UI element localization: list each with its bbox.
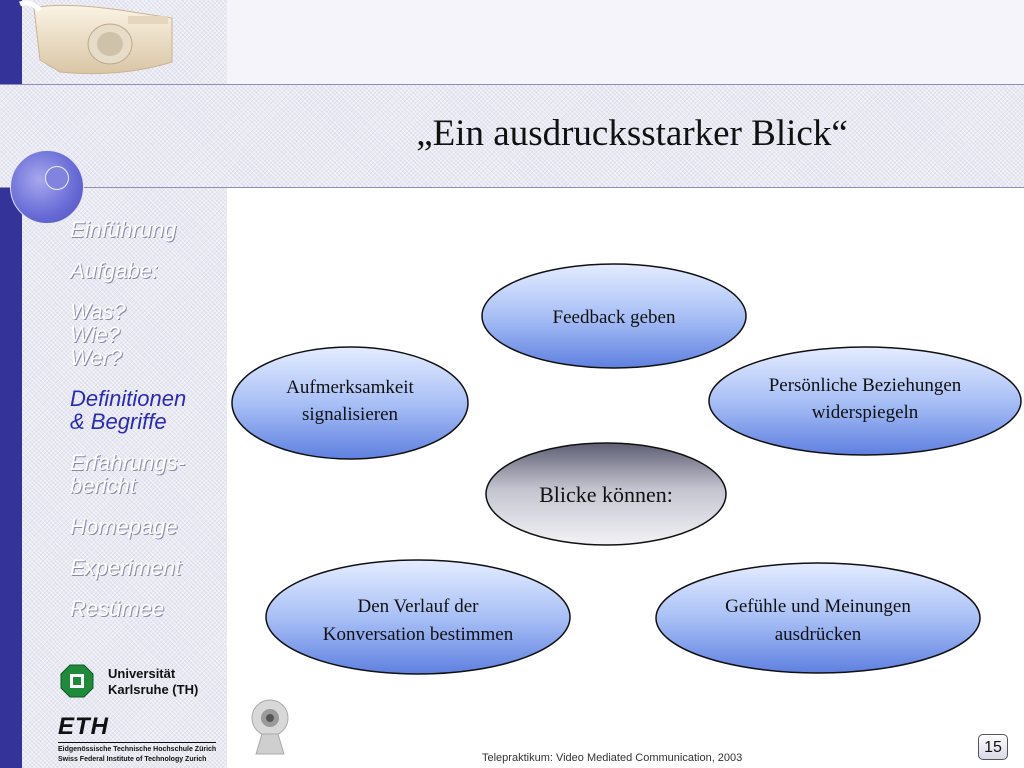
nav-item-definitionen[interactable]: Definitionen & Begriffe: [70, 386, 187, 434]
bubble-conversation: [266, 560, 570, 674]
bubble-feedback: [482, 264, 746, 368]
nav-item-aufgabe[interactable]: Aufgabe:: [70, 258, 159, 283]
bubble-relationships-line1: Persönliche Beziehungen: [768, 375, 962, 396]
bubble-attention: [232, 347, 468, 459]
university-name: Universität: [108, 666, 176, 681]
nav-item-experiment[interactable]: Experiment: [70, 555, 182, 580]
nav-item-erfahrungsbericht[interactable]: Erfahrungs- bericht: [70, 450, 185, 498]
footer-text: Telepraktikum: Video Mediated Communication, 2003: [482, 752, 743, 764]
bubble-center-label: Blicke können:: [539, 482, 673, 507]
bubble-attention-line1: Aufmerksamkeit: [286, 377, 414, 398]
nav-item-was-wie-wer[interactable]: Was? Wie? Wer?: [70, 299, 126, 370]
bubble-feedback-label: Feedback geben: [552, 307, 676, 328]
bubble-emotions-line2: ausdrücken: [774, 624, 862, 645]
bubble-emotions-line1: Gefühle und Meinungen: [725, 596, 911, 617]
eth-name-english: Swiss Federal Institute of Technology Zurich: [58, 756, 207, 763]
eth-wordmark: ETH: [58, 713, 109, 740]
bubble-conversation-line2: Konversation bestimmen: [322, 624, 514, 645]
university-city: Karlsruhe (TH): [108, 682, 199, 697]
bubble-attention-line2: signalisieren: [301, 404, 399, 425]
nav-item-einfuehrung[interactable]: Einführung: [70, 217, 177, 242]
slide-title: „Ein ausdrucksstarker Blick“: [416, 113, 848, 154]
nav-item-resuemee[interactable]: Resümee: [70, 596, 165, 621]
bubble-emotions: [656, 563, 980, 673]
page-number: 15: [978, 734, 1008, 760]
nav-item-homepage[interactable]: Homepage: [70, 514, 178, 539]
bubble-relationships: [709, 347, 1021, 455]
eth-name-german: Eidgenössische Technische Hochschule Zürich: [58, 742, 216, 755]
bubble-center: [486, 443, 726, 545]
bubble-relationships-line2: widerspiegeln: [811, 402, 919, 423]
bubble-conversation-line1: Den Verlauf der: [357, 596, 479, 617]
